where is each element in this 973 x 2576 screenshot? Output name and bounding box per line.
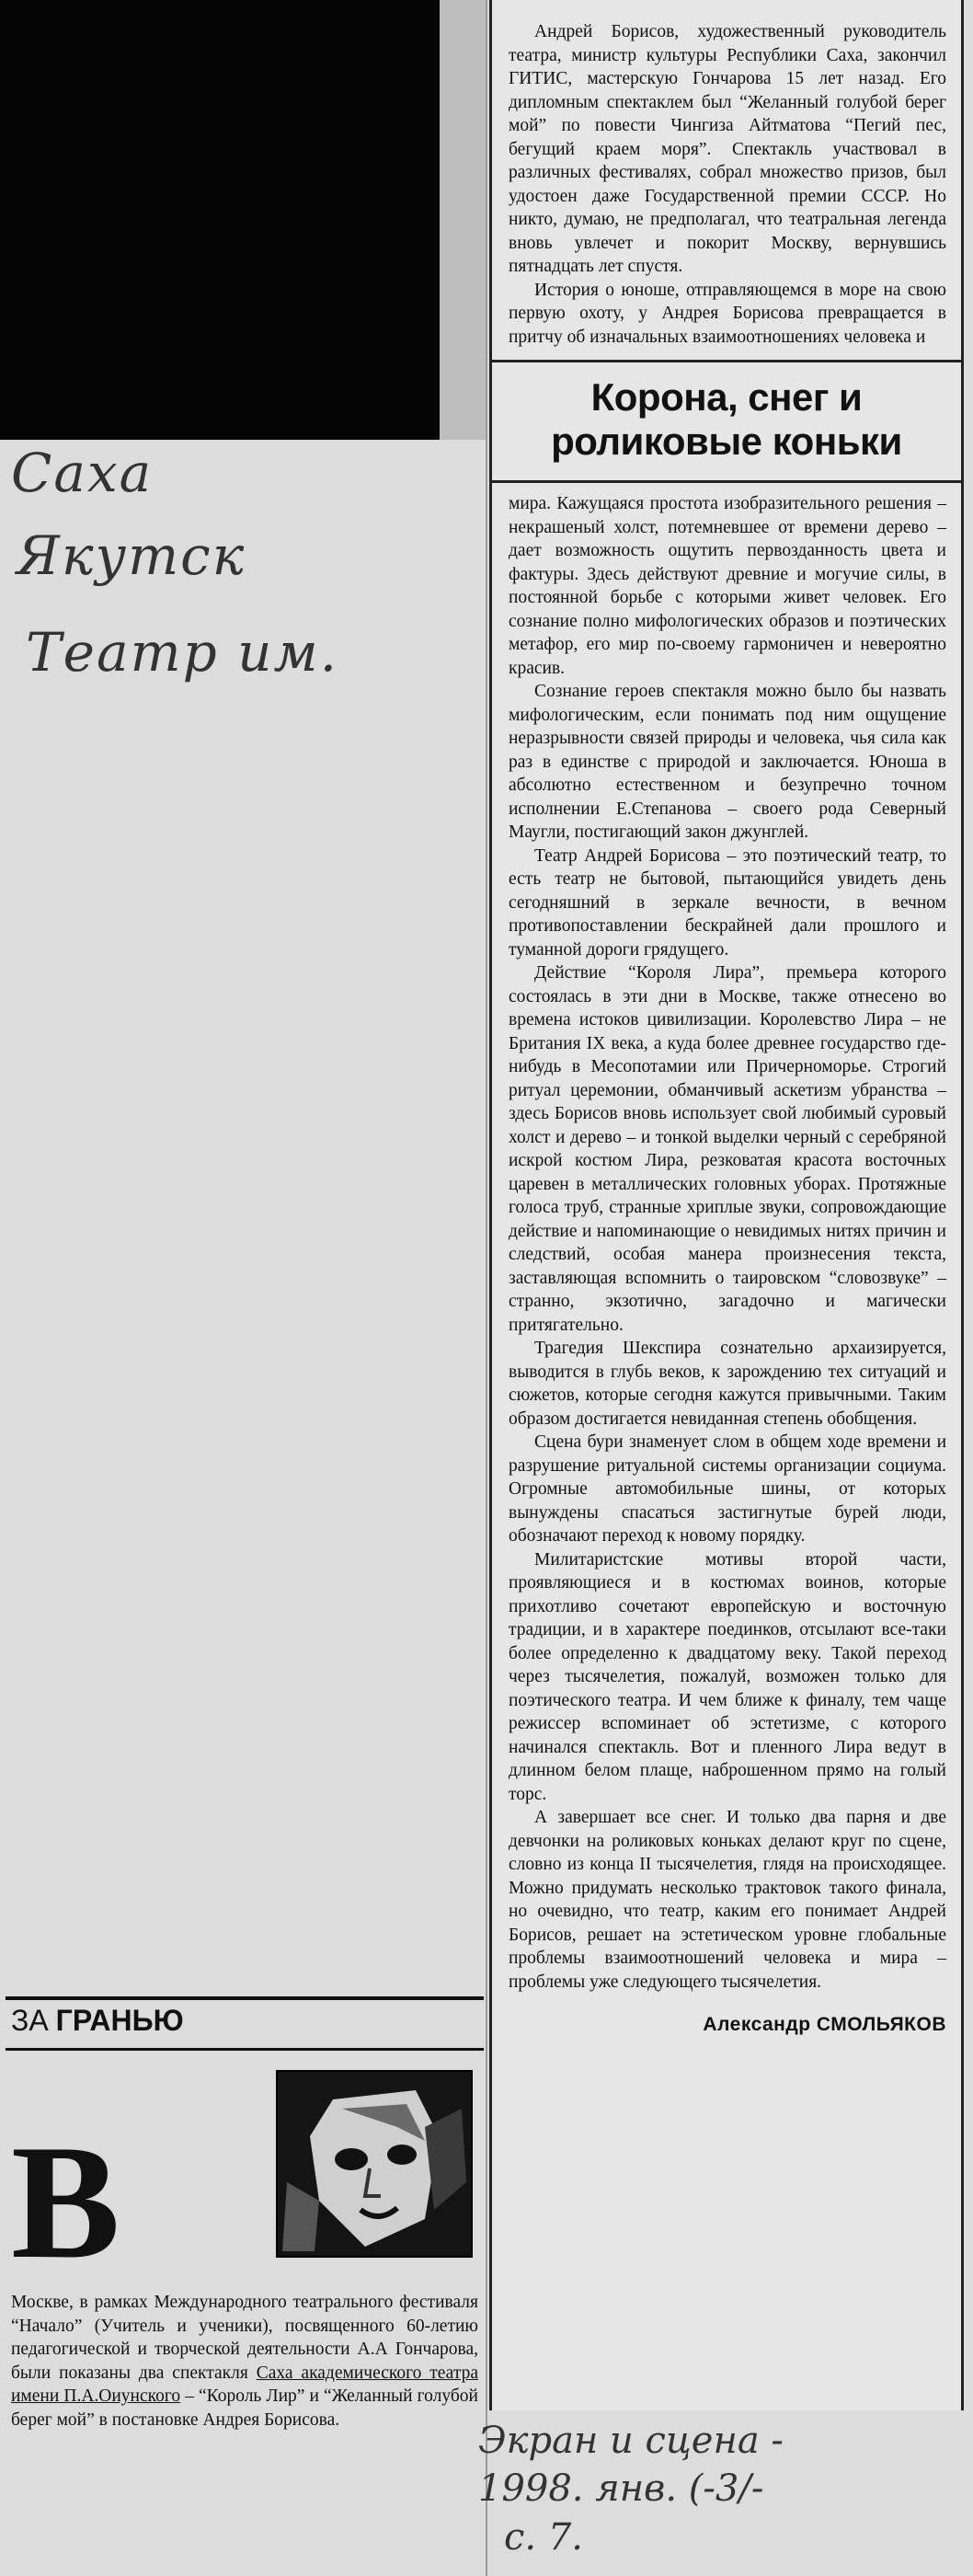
theatre-name: Саха академического театра имени П.А.Оиунского — [11, 2363, 478, 2406]
article-column — [489, 0, 964, 2410]
mask-illustration — [278, 2072, 471, 2256]
body-paragraph: мира. Кажущаяся простота изобразительного решения – некрашеный холст, потемневшее от времени дерево – дает возможность ощутить первозданность цвета и фактуры. Здесь действуют древние и могучие силы, в постоянной борьбе с которыми живет человек. Его сознание полно мифологических образов и поэтических метафор, его мир по-своему гармоничен и невероятно красив. — [509, 494, 946, 678]
rubric-word: ГРАНЬЮ — [55, 2004, 184, 2037]
body-paragraph: Милитаристские мотивы второй части, проявляющиеся и в костюмах воинов, которые прихотливо сочетают европейскую и восточную традиции, и в характере поединков, отсылают все-таки более определенно к двадцатому веку. Такой переход через тысячелетия, пожалуй, возможен только для поэтического театра. И чем ближе к финалу, тем чаще режиссер вспоминает об эстетизме, с которого начинался спектакль. Вот и пленного Лира ведут в длинном белом плаще, наброшенном прямо на голый торс. — [509, 1549, 946, 1804]
body-paragraph: Сознание героев спектакля можно было бы назвать мифологическим, если понимать под ним ощущение неразрывности связей природы и человека, чья сила как раз в единстве с природой и заключается. Юноша в абсолютно естественном и безупречно точном исполнении Е.Степанова – своего рода Северный Маугли, постигающий закон джунглей. — [509, 682, 946, 842]
handwritten-note-line-1: Саха — [11, 442, 154, 504]
scan-gray-strip — [440, 0, 486, 440]
article-body — [492, 492, 961, 1994]
article-headline: Корона, снег и роликовые коньки — [492, 360, 961, 483]
sidebar-za-granyu — [0, 1996, 486, 2430]
intro-paragraph: История о юноше, отправляющемся в море на свою первую охоту, у Андрея Борисова превращается в притчу об изначальных взаимоотношениях человека и — [509, 280, 946, 347]
drop-cap: В — [11, 2110, 120, 2293]
clipping-edge — [486, 0, 487, 2576]
sidebar-text — [11, 2291, 478, 2432]
rubric-title — [11, 2004, 184, 2038]
intro-paragraph: Андрей Борисов, художественный руководитель театра, министр культуры Республики Саха, закончил ГИТИС, мастерскую Гончарова 15 лет назад. Его дипломным спектаклем был “Желанный голубой берег мой” по повести Чингиза Айтматова “Пегий пес, бегущий краем моря”. Спектакль участвовал в различных фестивалях, собрал множество призов, был удостоен даже Государственной премии СССР. Но никто, думаю, не предполагал, что театральная легенда вновь увлечет и покорит Москву, вернувшись пятнадцать лет спустя. — [509, 22, 946, 276]
body-paragraph: А завершает все снег. И только два парня и две девчонки на роликовых коньках делают круг по сцене, словно из конца II тысячелетия, глядя на происходящее. Можно придумать несколько трактовок такого финала, но очевидно, что театр, каким его понимает Андрей Борисов, решает на эстетическом уровне глобальные проблемы взаимоотношений человека и мира – проблемы уже следующего тысячелетия. — [509, 1808, 946, 1992]
article-author: Александр СМОЛЬЯКОВ — [703, 2014, 946, 2035]
body-paragraph: Театр Андрей Борисова – это поэтический театр, то есть театр не бытовой, пытающийся увидеть день сегодняшний в зеркале вечности, в вечном противопоставлении бескрайней дали прошлого и туманной дороги грядущего. — [509, 845, 946, 960]
sidebar-lead: Москве, в рамках Международного театрального фестиваля “Начало” (Учитель и ученики), посвященного 60-летию педагогической и творческой деятельности А.А Гончарова, были показаны два спектакля — [11, 2293, 478, 2383]
article-intro — [492, 0, 961, 349]
handwritten-note-line-2: Якутск — [17, 524, 246, 587]
rubric-prefix: ЗА — [11, 2004, 49, 2037]
sidebar-tail: – “Король Лир” и “Желанный голубой берег мой” в постановке Андрея Борисова. — [11, 2386, 478, 2430]
mask-photo — [276, 2070, 473, 2258]
handwritten-source-line-2: 1998. янв. (-3/- — [478, 2467, 764, 2510]
handwritten-source-line-3: с. 7. — [504, 2516, 583, 2559]
handwritten-note-line-3: Театр им. — [26, 621, 339, 684]
body-paragraph: Действие “Короля Лира”, премьера которого состоялась в эти дни в Москве, также отнесено во времена истоков цивилизации. Королевство Лира – не Британия IX века, а куда более древнее государство где-нибудь в Месопотамии или Причерноморье. Строгий ритуал церемонии, обманчивый аскетизм убранства – здесь Борисов вновь использует свой любимый суровый холст и дерево – и тонкой выделки черный с серебряной искрой костюм Лира, резковатая красота восточных царевен в металлических головных уборах. Протяжные голоса труб, странные хриплые звуки, сопровождающие действие и напоминающие о невидимых нитях причин и следствий, особая манера произнесения текста, заставляющая вспомнить о таировском “словозвуке” – странно, экзотично, загадочно и магически притягательно. — [509, 963, 946, 1335]
body-paragraph: Сцена бури знаменует слом в общем ходе времени и разрушение ритуальной системы организации социума. Огромные автомобильные шины, от которых вынуждены спасаться застигнутые бурей люди, обозначают переход к новому порядку. — [509, 1432, 946, 1546]
handwritten-source-line-1: Экран и сцена - — [478, 2420, 784, 2462]
body-paragraph: Трагедия Шекспира сознательно архаизируется, выводится в глубь веков, к зарождению тех ситуаций и сюжетов, которые сегодня кажутся привычными. Таким образом достигается невиданная степень обобщения. — [509, 1339, 946, 1429]
scan-black-area — [0, 0, 440, 440]
